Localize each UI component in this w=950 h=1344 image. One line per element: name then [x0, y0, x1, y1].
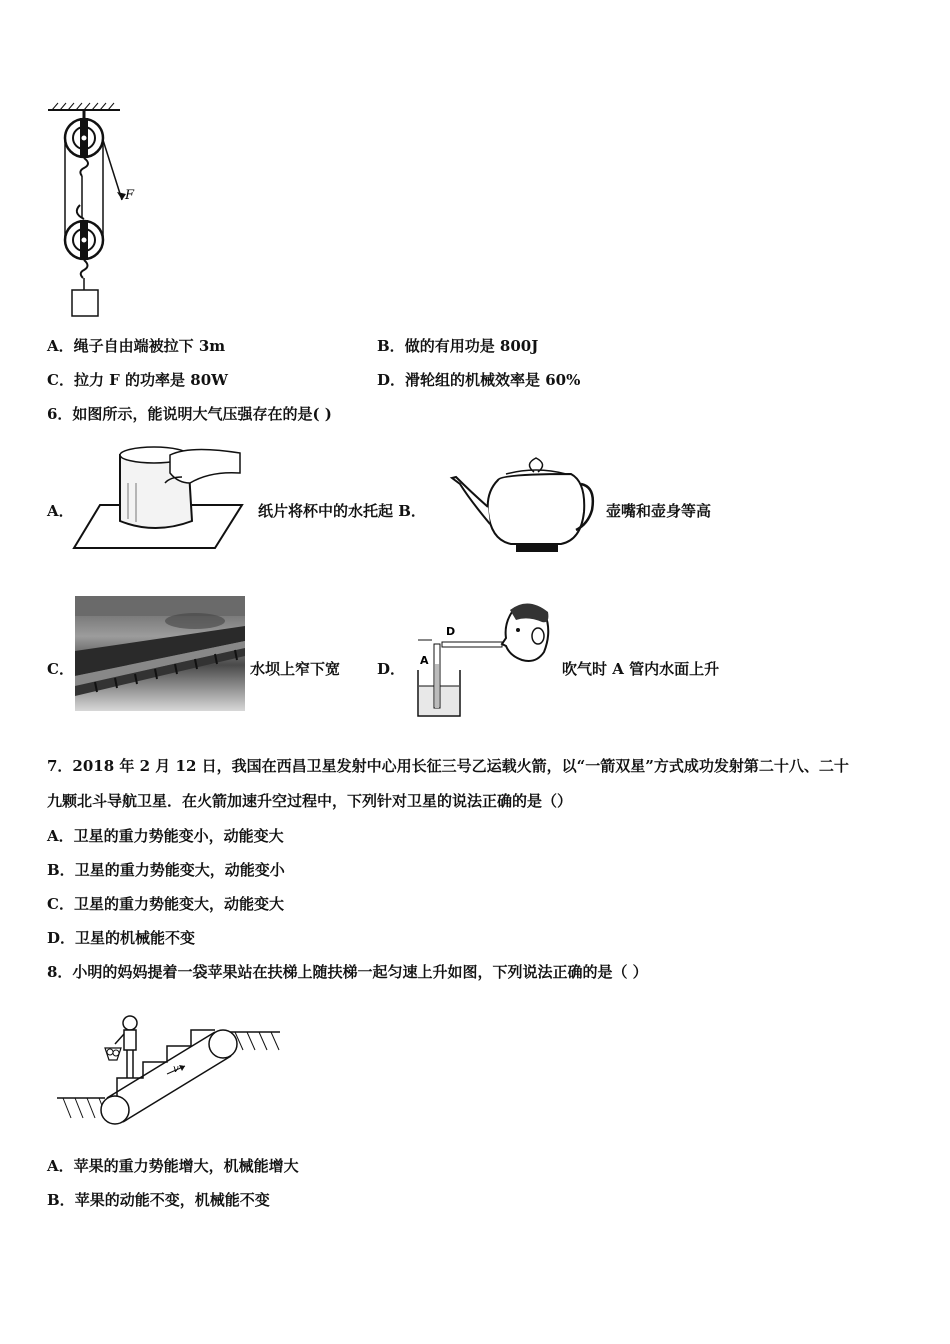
escalator-figure — [55, 1010, 285, 1128]
q6-option-d-caption: 吹气时 A 管内水面上升 — [562, 660, 720, 678]
q8-option-a: A．苹果的重力势能增大，机械能增大 — [47, 1157, 299, 1175]
q5-option-d: D．滑轮组的机械效率是 60% — [377, 371, 581, 389]
q7-option-b: B．卫星的重力势能变大，动能变小 — [47, 861, 285, 879]
q5-option-b: B．做的有用功是 800J — [377, 337, 539, 355]
q6-option-c-caption: 水坝上窄下宽 — [250, 660, 341, 678]
q6-option-c-letter: C． — [47, 660, 74, 678]
tube-a-label: A — [420, 654, 429, 667]
tube-d-label: D — [446, 625, 456, 638]
q7-stem-line1: 7．2018 年 2 月 12 日，我国在西昌卫星发射中心用长征三号乙运载火箭，以“一箭双星”方式成功发射第二十八、二十 — [47, 757, 849, 775]
q5-option-c: C．拉力 F 的功率是 80W — [47, 371, 228, 389]
blowing-tube-figure — [410, 602, 555, 720]
q6-stem: 6．如图所示，能说明大气压强存在的是( ) — [47, 405, 332, 423]
force-label: F — [125, 188, 135, 203]
q6-option-a-letter: A． — [47, 502, 74, 520]
q6-option-b-caption: 壶嘴和壶身等高 — [606, 502, 712, 520]
teapot-figure — [446, 452, 596, 557]
q7-option-d: D．卫星的机械能不变 — [47, 929, 196, 947]
q5-option-a: A．绳子自由端被拉下 3m — [47, 337, 226, 355]
q6-option-d-letter: D． — [377, 660, 406, 678]
q7-stem-line2: 九颗北斗导航卫星．在火箭加速升空过程中，下列针对卫星的说法正确的是（） — [47, 792, 573, 810]
dam-photo — [75, 596, 245, 711]
q7-option-a: A．卫星的重力势能变小，动能变大 — [47, 827, 284, 845]
q8-option-b: B．苹果的动能不变，机械能不变 — [47, 1191, 270, 1209]
pulley-figure — [40, 100, 160, 325]
velocity-label: v — [173, 1064, 179, 1075]
q8-stem: 8．小明的妈妈提着一袋苹果站在扶梯上随扶梯一起匀速上升如图，下列说法正确的是（ ） — [47, 963, 648, 981]
q7-option-c: C．卫星的重力势能变大，动能变大 — [47, 895, 284, 913]
cup-paper-figure — [70, 443, 250, 555]
q6-option-a-caption: 纸片将杯中的水托起 B． — [258, 502, 426, 520]
